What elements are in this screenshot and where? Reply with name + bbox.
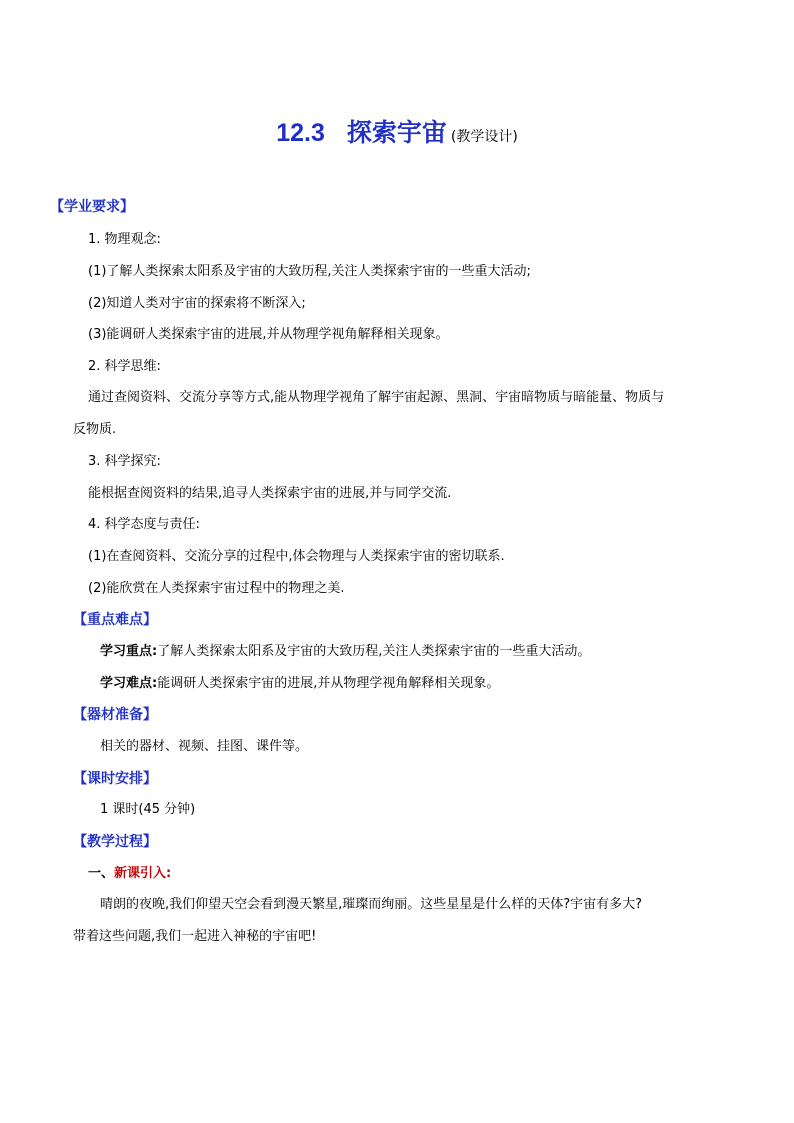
schedule-text: 1 课时(45 分钟) bbox=[100, 802, 196, 817]
document-title bbox=[0, 113, 794, 149]
item2-title: 2. 科学思维: bbox=[88, 359, 161, 374]
heading-materials: 【器材准备】 bbox=[73, 707, 157, 723]
item3-title: 3. 科学探究: bbox=[88, 454, 161, 469]
learning-difficulty-label: 学习难点: bbox=[100, 676, 158, 691]
title-subtitle: (教学设计) bbox=[450, 129, 518, 145]
item1-title: 1. 物理观念: bbox=[88, 232, 161, 247]
item1-line1: (1)了解人类探索太阳系及宇宙的大致历程,关注人类探索宇宙的一些重大活动; bbox=[88, 264, 531, 279]
heading-schedule: 【课时安排】 bbox=[73, 771, 157, 787]
title-number: 12.3 bbox=[276, 119, 325, 147]
item1-line2: (2)知道人类对宇宙的探索将不断深入; bbox=[88, 296, 306, 311]
learning-difficulty bbox=[100, 675, 499, 693]
title-main: 探索宇宙 bbox=[346, 118, 447, 147]
item4-line1: (1)在查阅资料、交流分享的过程中,体会物理与人类探索宇宙的密切联系. bbox=[88, 549, 505, 564]
heading-key-points: 【重点难点】 bbox=[73, 612, 157, 628]
item2-line2: 反物质. bbox=[73, 422, 117, 437]
step1-title: 新课引入: bbox=[114, 866, 172, 881]
learning-focus bbox=[100, 643, 590, 661]
step1-prefix: 一、 bbox=[88, 866, 115, 881]
learning-focus-text: 了解人类探索太阳系及宇宙的大致历程,关注人类探索宇宙的一些重大活动。 bbox=[157, 644, 591, 659]
learning-focus-label: 学习重点: bbox=[100, 644, 158, 659]
heading-academic-requirements: 【学业要求】 bbox=[50, 199, 134, 215]
intro-paragraph-line1: 晴朗的夜晚,我们仰望天空会看到漫天繁星,璀璨而绚丽。这些星星是什么样的天体?宇宙有多大? bbox=[100, 897, 643, 912]
item4-title: 4. 科学态度与责任: bbox=[88, 517, 200, 532]
item1-line3: (3)能调研人类探索宇宙的进展,并从物理学视角解释相关现象。 bbox=[88, 327, 449, 342]
item4-line2: (2)能欣赏在人类探索宇宙过程中的物理之美. bbox=[88, 581, 345, 596]
item2-line1: 通过查阅资料、交流分享等方式,能从物理学视角了解宇宙起源、黑洞、宇宙暗物质与暗能量、物质与 bbox=[88, 390, 665, 405]
item3-line1: 能根据查阅资料的结果,追寻人类探索宇宙的进展,并与同学交流. bbox=[88, 486, 452, 501]
intro-paragraph-line2: 带着这些问题,我们一起进入神秘的宇宙吧! bbox=[73, 929, 317, 944]
materials-text: 相关的器材、视频、挂图、课件等。 bbox=[100, 739, 309, 754]
heading-teaching-process: 【教学过程】 bbox=[73, 834, 157, 850]
learning-difficulty-text: 能调研人类探索宇宙的进展,并从物理学视角解释相关现象。 bbox=[157, 676, 500, 691]
step1-heading bbox=[88, 865, 171, 883]
